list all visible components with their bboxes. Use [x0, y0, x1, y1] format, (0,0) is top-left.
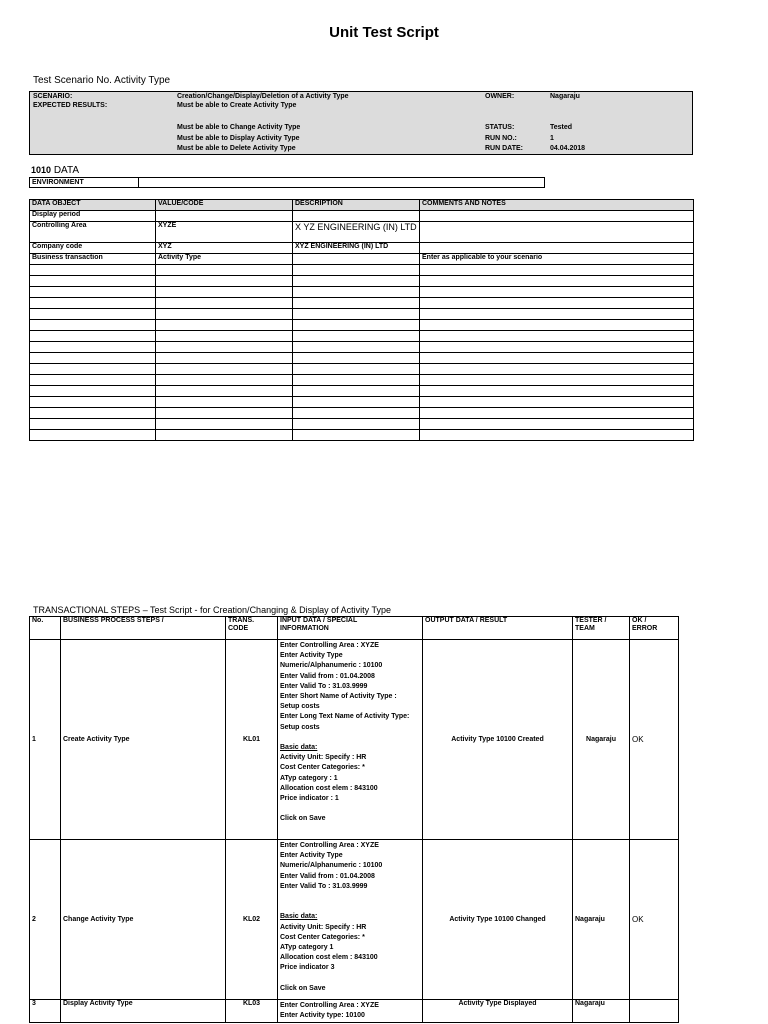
empty-table-cell	[30, 265, 156, 276]
empty-table-cell	[420, 430, 694, 441]
table-cell: Display period	[30, 211, 156, 222]
empty-table-row	[30, 287, 694, 298]
header-input-data	[278, 617, 423, 640]
empty-table-cell	[156, 331, 293, 342]
empty-table-cell	[30, 309, 156, 320]
empty-table-row	[30, 419, 694, 430]
empty-table-cell	[293, 309, 420, 320]
data-section-number: 1010	[31, 165, 52, 175]
table-row	[30, 254, 694, 265]
step-row	[30, 1000, 679, 1023]
empty-table-cell	[420, 364, 694, 375]
step-name: Display Activity Type	[61, 1000, 226, 1023]
step-input-data	[278, 640, 423, 840]
status-value: Tested	[550, 124, 573, 131]
empty-table-row	[30, 265, 694, 276]
table-row	[30, 211, 694, 222]
empty-table-cell	[30, 276, 156, 287]
step-trans-code: KL01	[226, 640, 278, 840]
header-tester	[573, 617, 630, 640]
step-input-data	[278, 1000, 423, 1023]
scenario-text: Creation/Change/Display/Deletion of a Activity Type	[177, 93, 349, 100]
step-output: Activity Type Displayed	[423, 1000, 573, 1023]
transactional-steps-table	[29, 616, 679, 1023]
data-objects-table	[29, 199, 694, 441]
empty-table-cell	[420, 353, 694, 364]
header-input-line-1: INPUT DATA / SPECIAL	[280, 617, 358, 624]
input-line	[280, 974, 420, 984]
step-result: OK	[630, 840, 679, 1000]
input-line: Enter Activity Type	[280, 652, 343, 660]
input-line: Enter Activity Type	[280, 852, 343, 860]
expected-results-label: EXPECTED RESULTS:	[33, 102, 108, 109]
empty-table-cell	[420, 276, 694, 287]
empty-table-cell	[420, 397, 694, 408]
environment-row	[29, 177, 545, 188]
empty-table-cell	[30, 331, 156, 342]
empty-table-cell	[420, 298, 694, 309]
step-number: 1	[30, 640, 61, 840]
header-input-line-2: INFORMATION	[280, 625, 329, 632]
table-cell	[420, 243, 694, 254]
table-row	[30, 222, 694, 243]
empty-table-row	[30, 430, 694, 441]
step-trans-code: KL03	[226, 1000, 278, 1023]
input-line: Enter Controlling Area : XYZE	[280, 1002, 379, 1009]
table-cell: Company code	[30, 243, 156, 254]
transactional-steps-heading: TRANSACTIONAL STEPS – Test Script - for Creation/Changing & Display of Activity Type	[33, 605, 391, 615]
empty-table-cell	[30, 386, 156, 397]
empty-table-cell	[30, 430, 156, 441]
empty-table-cell	[293, 265, 420, 276]
step-row	[30, 640, 679, 840]
empty-table-row	[30, 320, 694, 331]
empty-table-row	[30, 386, 694, 397]
empty-table-cell	[30, 320, 156, 331]
step-tester: Nagaraju	[573, 1000, 630, 1023]
empty-table-cell	[293, 430, 420, 441]
table-row	[30, 243, 694, 254]
empty-table-cell	[30, 375, 156, 386]
input-line: Enter Controlling Area : XYZE	[280, 642, 379, 649]
step-row	[30, 840, 679, 1000]
step-name: Create Activity Type	[61, 640, 226, 840]
empty-table-cell	[293, 287, 420, 298]
empty-table-cell	[293, 342, 420, 353]
empty-table-cell	[30, 364, 156, 375]
header-business-steps: BUSINESS PROCESS STEPS /	[61, 617, 226, 640]
table-cell: Activity Type	[156, 254, 293, 265]
input-line: Click on Save	[280, 984, 326, 992]
empty-table-cell	[156, 309, 293, 320]
input-line: Enter Controlling Area : XYZE	[280, 842, 379, 849]
table-cell: XYZ	[156, 243, 293, 254]
header-ok-error	[630, 617, 679, 640]
empty-table-cell	[293, 375, 420, 386]
input-line: Enter Activity type: 10100	[280, 1012, 365, 1020]
empty-table-cell	[420, 309, 694, 320]
input-line: Enter Valid To : 31.03.9999	[280, 882, 368, 890]
header-value-code: VALUE/CODE	[156, 200, 293, 211]
empty-table-cell	[420, 375, 694, 386]
empty-table-cell	[293, 298, 420, 309]
empty-table-row	[30, 342, 694, 353]
empty-table-cell	[156, 397, 293, 408]
input-line: Basic data:	[280, 913, 318, 921]
step-tester: Nagaraju	[573, 840, 630, 1000]
step-name: Change Activity Type	[61, 840, 226, 1000]
empty-table-cell	[156, 353, 293, 364]
empty-table-cell	[420, 287, 694, 298]
input-line: Enter Short Name of Activity Type :	[280, 693, 397, 701]
step-number: 2	[30, 840, 61, 1000]
empty-table-cell	[30, 408, 156, 419]
table-cell	[293, 211, 420, 222]
input-line: Price indicator 3	[280, 964, 335, 972]
empty-table-row	[30, 364, 694, 375]
table-cell	[420, 222, 694, 243]
empty-table-cell	[30, 353, 156, 364]
empty-table-cell	[420, 342, 694, 353]
empty-table-cell	[156, 430, 293, 441]
expected-result-3: Must be able to Display Activity Type	[177, 135, 300, 142]
run-no-label: RUN NO.:	[485, 135, 517, 142]
table-cell	[293, 254, 420, 265]
header-no: No.	[30, 617, 61, 640]
input-line: Enter Valid from : 01.04.2008	[280, 872, 375, 880]
empty-table-cell	[420, 408, 694, 419]
step-tester: Nagaraju	[573, 640, 630, 840]
empty-table-cell	[156, 298, 293, 309]
environment-divider	[138, 178, 139, 187]
empty-table-cell	[293, 276, 420, 287]
input-line: Numeric/Alphanumeric : 10100	[280, 662, 383, 670]
step-output: Activity Type 10100 Changed	[423, 840, 573, 1000]
empty-table-cell	[30, 287, 156, 298]
empty-table-row	[30, 309, 694, 320]
empty-table-cell	[156, 364, 293, 375]
input-line: Enter Valid from : 01.04.2008	[280, 672, 375, 680]
empty-table-row	[30, 397, 694, 408]
header-ok-line-2: ERROR	[632, 625, 658, 632]
empty-table-cell	[293, 386, 420, 397]
input-line: Activity Unit: Specify : HR	[280, 754, 367, 762]
empty-table-cell	[293, 353, 420, 364]
page-title: Unit Test Script	[329, 24, 439, 41]
table-cell: Enter as applicable to your scenario	[420, 254, 694, 265]
empty-table-cell	[293, 364, 420, 375]
empty-table-cell	[156, 320, 293, 331]
input-line: Enter Long Text Name of Activity Type:	[280, 713, 410, 721]
input-line: ATyp category : 1	[280, 774, 338, 782]
header-trans-line-2: CODE	[228, 625, 249, 632]
input-line: Price indicator : 1	[280, 795, 339, 803]
input-line: Numeric/Alphanumeric : 10100	[280, 862, 383, 870]
empty-table-cell	[293, 331, 420, 342]
empty-table-row	[30, 375, 694, 386]
data-section-title: DATA	[53, 165, 79, 176]
empty-table-cell	[156, 386, 293, 397]
scenario-heading: Test Scenario No. Activity Type	[33, 75, 171, 86]
owner-value: Nagaraju	[550, 93, 580, 100]
table-cell: Controlling Area	[30, 222, 156, 243]
empty-table-cell	[156, 408, 293, 419]
step-result: OK	[630, 640, 679, 840]
table-cell: XYZE	[156, 222, 293, 243]
empty-table-cell	[156, 375, 293, 386]
run-date-label: RUN DATE:	[485, 145, 523, 152]
expected-result-4: Must be able to Delete Activity Type	[177, 145, 296, 152]
header-ok-line-1: OK /	[632, 617, 647, 624]
steps-table-header	[30, 617, 679, 640]
table-cell: Business transaction	[30, 254, 156, 265]
empty-table-cell	[293, 408, 420, 419]
empty-table-cell	[156, 419, 293, 430]
empty-table-cell	[30, 342, 156, 353]
input-line: Setup costs	[280, 703, 320, 711]
input-line	[280, 902, 420, 912]
input-line: Cost Center Categories: *	[280, 764, 365, 772]
table-cell: XYZ ENGINEERING (IN) LTD	[293, 243, 420, 254]
input-line: Allocation cost elem : 843100	[280, 784, 378, 792]
empty-table-cell	[420, 265, 694, 276]
table-cell	[420, 211, 694, 222]
empty-table-row	[30, 408, 694, 419]
scenario-info-box	[29, 91, 693, 155]
run-no-value: 1	[550, 135, 554, 142]
empty-table-row	[30, 298, 694, 309]
empty-table-cell	[30, 298, 156, 309]
header-comments: COMMENTS AND NOTES	[420, 200, 694, 211]
empty-table-cell	[420, 320, 694, 331]
header-data-object: DATA OBJECT	[30, 200, 156, 211]
input-line: Setup costs	[280, 723, 320, 731]
empty-table-row	[30, 276, 694, 287]
header-tester-line-1: TESTER /	[575, 617, 607, 624]
empty-table-cell	[156, 342, 293, 353]
empty-table-cell	[420, 419, 694, 430]
input-line: ATyp category 1	[280, 944, 334, 952]
input-line: Enter Valid To : 31.03.9999	[280, 682, 368, 690]
step-result	[630, 1000, 679, 1023]
data-section-heading	[31, 165, 79, 176]
table-cell	[156, 211, 293, 222]
environment-label: ENVIRONMENT	[32, 179, 84, 186]
empty-table-cell	[156, 276, 293, 287]
scenario-label: SCENARIO:	[33, 93, 73, 100]
status-label: STATUS:	[485, 124, 515, 131]
expected-result-2: Must be able to Change Activity Type	[177, 124, 301, 131]
header-trans-line-1: TRANS.	[228, 617, 255, 624]
input-line: Click on Save	[280, 815, 326, 823]
run-date-value: 04.04.2018	[550, 145, 586, 152]
input-line: Allocation cost elem : 843100	[280, 954, 378, 962]
step-number: 3	[30, 1000, 61, 1023]
input-line	[280, 892, 420, 902]
input-line: Basic data:	[280, 744, 318, 752]
header-output-data: OUTPUT DATA / RESULT	[423, 617, 573, 640]
expected-result-1: Must be able to Create Activity Type	[177, 102, 297, 109]
step-trans-code: KL02	[226, 840, 278, 1000]
table-cell: X YZ ENGINEERING (IN) LTD	[293, 222, 420, 243]
owner-label: OWNER:	[485, 93, 515, 100]
header-tester-line-2: TEAM	[575, 625, 595, 632]
empty-table-cell	[293, 419, 420, 430]
header-trans-code	[226, 617, 278, 640]
empty-table-row	[30, 353, 694, 364]
empty-table-cell	[420, 386, 694, 397]
input-line	[280, 804, 420, 814]
empty-table-cell	[293, 320, 420, 331]
empty-table-cell	[156, 287, 293, 298]
empty-table-cell	[156, 265, 293, 276]
input-line: Cost Center Categories: *	[280, 933, 365, 941]
empty-table-row	[30, 331, 694, 342]
empty-table-cell	[420, 331, 694, 342]
step-input-data	[278, 840, 423, 1000]
empty-table-cell	[30, 397, 156, 408]
empty-table-cell	[30, 419, 156, 430]
header-description: DESCRIPTION	[293, 200, 420, 211]
data-table-header	[30, 200, 694, 211]
input-line: Activity Unit: Specify : HR	[280, 923, 367, 931]
input-line	[280, 733, 420, 743]
step-output: Activity Type 10100 Created	[423, 640, 573, 840]
empty-table-cell	[293, 397, 420, 408]
